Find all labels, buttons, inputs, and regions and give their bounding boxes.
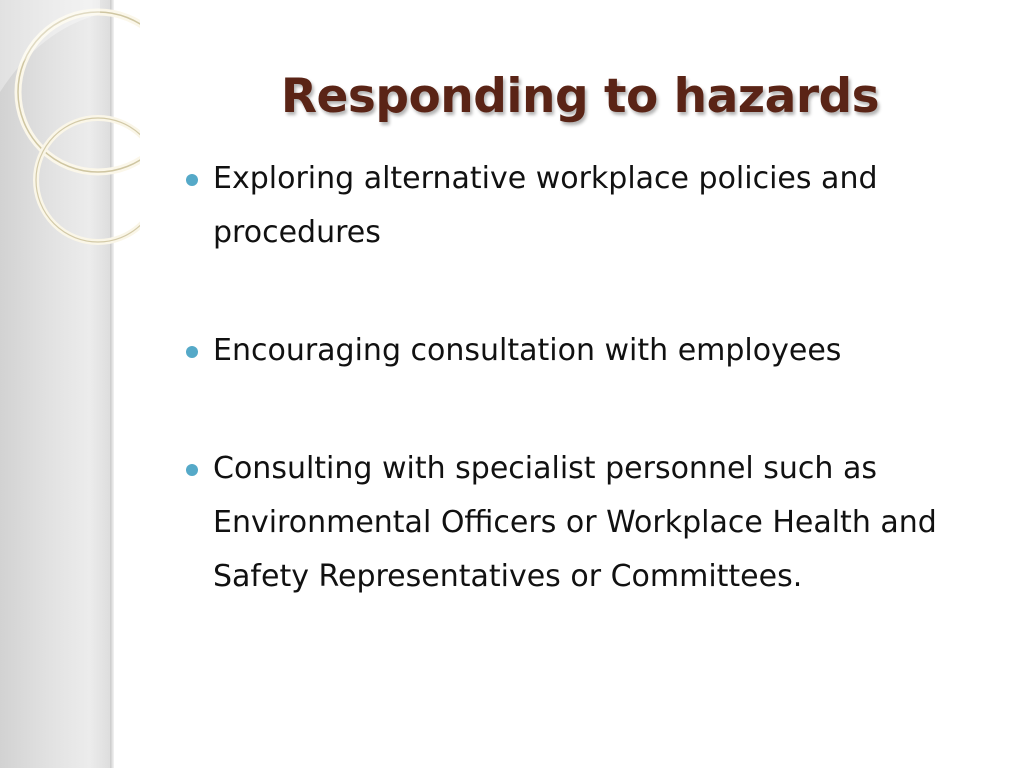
- bullet-item: [186, 324, 998, 378]
- bullet-list: [186, 152, 998, 604]
- slide-title: Responding to hazards: [280, 69, 880, 124]
- bullet-marker-icon: [186, 464, 198, 476]
- decorative-rings-ornament: [0, 0, 140, 260]
- bullet-text: Consulting with specialist personnel such as Environmental Officers or Workplace Health and Safety Representatives or Committees.: [213, 451, 937, 594]
- bullet-item: [186, 152, 998, 260]
- bullet-marker-icon: [186, 174, 198, 186]
- bullet-item: [186, 442, 998, 604]
- bullet-text: Exploring alternative workplace policies and procedures: [213, 161, 878, 250]
- bullet-text: Encouraging consultation with employees: [213, 333, 842, 368]
- bullet-marker-icon: [186, 346, 198, 358]
